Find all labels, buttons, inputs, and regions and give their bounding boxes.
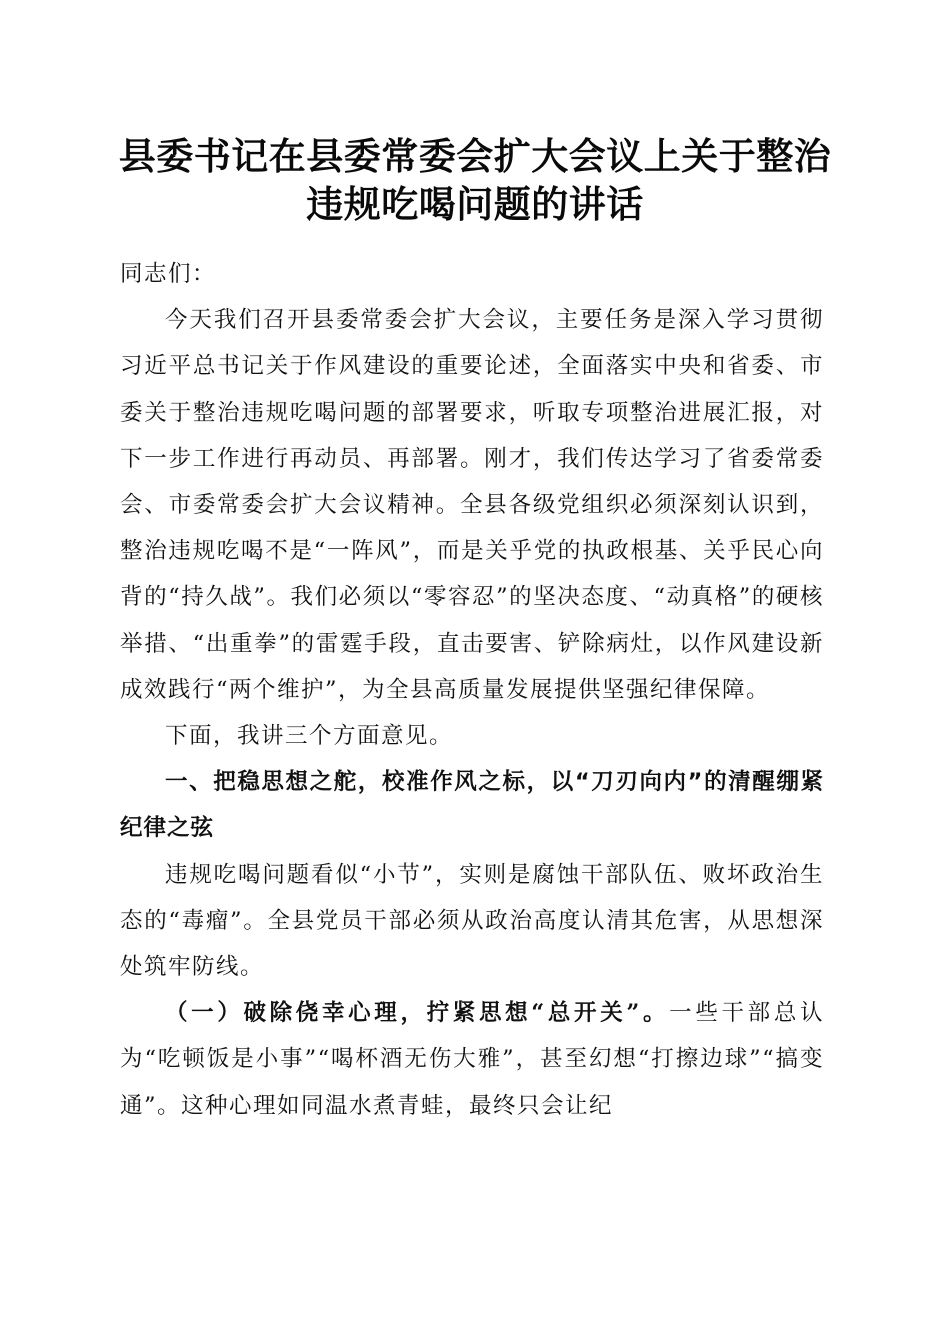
paragraph-intro: 今天我们召开县委常委会扩大会议，主要任务是深入学习贯彻习近平总书记关于作风建设的重要论述，全面落实中央和省委、市委关于整治违规吃喝问题的部署要求，听取专项整治进展汇报，对下一步工作进行再动员、再部署。刚才，我们传达学习了省委常委会、市委常委会扩大会议精神。全县各级党组织必须深刻认识到，整治违规吃喝不是“一阵风”，而是关乎党的执政根基、关乎民心向背的“持久战”。我们必须以“零容忍”的坚决态度、“动真格”的硬核举措、“出重拳”的雷霆手段，直击要害、铲除病灶，以作风建设新成效践行“两个维护”，为全县高质量发展提供坚强纪律保障。	[120, 307, 824, 703]
subsection-1	[120, 990, 824, 1129]
document-body	[120, 251, 824, 1129]
paragraph-outline: 下面，我讲三个方面意见。	[165, 723, 454, 750]
salutation: 同志们：	[120, 261, 217, 287]
document-title: 县委书记在县委常委会扩大会议上关于整治违规吃喝问题的讲话	[118, 134, 832, 226]
subsection-1-text: 一些干部总认为“吃顿饭是小事”“喝杯酒无伤大雅”，甚至幻想“打擦边球”“搞变通”。这种心理如同温水煮青蛙，最终只会让纪	[120, 1000, 824, 1119]
paragraph-section1: 违规吃喝问题看似“小节”，实则是腐蚀干部队伍、败坏政治生态的“毒瘤”。全县党员干部必须从政治高度认清其危害，从思想深处筑牢防线。	[120, 861, 824, 981]
section-heading-1: 一、把稳思想之舵，校准作风之标，以“刀刃向内”的清醒绷紧纪律之弦	[120, 769, 824, 842]
subsection-1-lead: （一）破除侥幸心理，拧紧思想“总开关”。	[165, 1000, 670, 1027]
